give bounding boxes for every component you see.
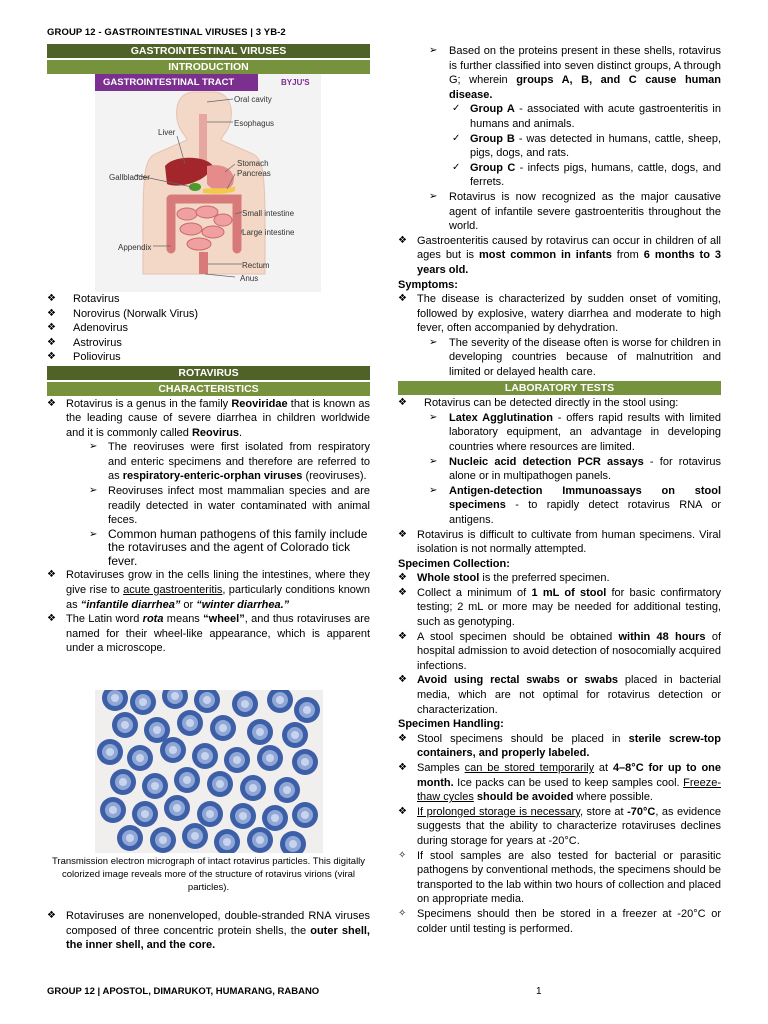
paragraph: ➢ Latex Agglutination - offers rapid results with limited laboratory equipment, an advantage in developing countries where resources are limited. [429, 411, 721, 453]
specimen-collection-heading: Specimen Collection: [398, 557, 510, 570]
paragraph: ✓ Group C - infects pigs, humans, cattle, dogs, and ferrets. [452, 161, 721, 189]
bullet-icon: ❖ [47, 307, 56, 319]
paragraph: ➢ Common human pathogens of this family include the rotaviruses and the agent of Colorado tick fever. [89, 526, 368, 568]
check-icon: ✓ [452, 161, 461, 173]
arrow-icon: ➢ [89, 441, 98, 453]
paragraph: ➢ Nucleic acid detection PCR assays - for rotavirus alone or in multipathogen panels. [429, 455, 721, 483]
arrow-icon: ➢ [429, 336, 438, 348]
bullet-icon: ❖ [398, 234, 407, 246]
bullet-icon: ❖ [398, 586, 407, 598]
paragraph: ✓ Group A - associated with acute gastroenteritis in humans and animals. [452, 103, 721, 130]
paragraph: ➢ The severity of the disease often is worse for children in developing countries because of malnutrition and limited or delayed health care. [429, 336, 721, 379]
paragraph: ❖ Avoid using rectal swabs or swabs placed in bacterial media, which are not optimal for rotavirus detection or characterization. [398, 674, 721, 716]
specimen-handling-heading: Specimen Handling: [398, 718, 504, 731]
gi-figure-title: GASTROINTESTINAL TRACT [95, 74, 258, 91]
paragraph: ❖ Rotaviruses are nonenveloped, double-stranded RNA viruses composed of three concentric protein shells, the outer shell, the inner shell, and the core. [47, 910, 370, 952]
bullet-icon: ❖ [398, 572, 407, 584]
paragraph: ➢ Rotavirus is now recognized as the major causative agent of infantile severe gastroenteritis throughout the world. [429, 190, 721, 233]
label-large-intestine: Large intestine [242, 228, 295, 237]
byjus-logo: BYJU'S [281, 78, 310, 87]
paragraph: ❖ Gastroenteritis caused by rotavirus can occur in children of all ages but is most common in infants from 6 months to 3 years old. [398, 234, 721, 276]
bullet-icon: ❖ [398, 397, 407, 409]
paragraph: ❖ The disease is characterized by sudden onset of vomiting, followed by explosive, watery diarrhea and moderate to high fever, often accompanied by dehydration. [398, 293, 721, 335]
page-footer: GROUP 12 | APOSTOL, DIMARUKOT, HUMARANG, RABANO [47, 986, 320, 997]
virus-list [47, 292, 370, 365]
label-oral-cavity: Oral cavity [234, 95, 272, 104]
rotavirus-micrograph [95, 690, 323, 853]
paragraph: ❖ Stool specimens should be placed in sterile screw-top containers, and properly labeled. [398, 732, 721, 760]
diamond-icon: ✧ [398, 849, 407, 861]
paragraph: ❖ Rotavirus is a genus in the family Reoviridae that is known as the leading cause of severe diarrhea in children worldwide and it is commonly called Reovirus. [47, 397, 370, 439]
rotavirus-section [47, 366, 370, 656]
label-small-intestine: Small intestine [242, 209, 295, 218]
paragraph: ➢ The reoviruses were first isolated from respiratory and enteric specimens and therefore are referred to as respiratory-enteric-orphan viruses (reoviruses). [89, 441, 370, 483]
bullet-icon: ❖ [398, 732, 407, 744]
paragraph: ❖ Rotavirus can be detected directly in the stool using: [398, 397, 679, 410]
label-stomach: Stomach [237, 159, 269, 168]
bullet-icon: ❖ [47, 351, 56, 363]
list-item: ❖ Astrovirus [47, 336, 122, 349]
banner-title: GASTROINTESTINAL VIRUSES [47, 44, 370, 58]
list-item: ❖ Norovirus (Norwalk Virus) [47, 307, 199, 320]
list-item: ❖ Rotavirus [47, 293, 120, 305]
banner-introduction: INTRODUCTION [47, 60, 370, 74]
paragraph: ✧ If stool samples are also tested for bacterial or parasitic pathogens by conventional methods, the specimens should be transported to the lab within two hours of collection and placed on appropriate media. [398, 849, 721, 906]
bullet-icon: ❖ [398, 762, 407, 773]
paragraph: ❖ Samples can be stored temporarily at 4–8°C for up to one month. Ice packs can be used to keep samples cool. Freeze-thaw cycles should be avoided where possible. [398, 762, 721, 804]
label-liver: Liver [158, 128, 176, 137]
label-gallbladder: Gallbladder [109, 173, 150, 182]
paragraph: ➢ Based on the proteins present in these shells, rotavirus is further classified into seven distinct groups, A through G; wherein groups A, B, and C cause human disease. [429, 45, 722, 101]
bullet-icon: ❖ [47, 336, 56, 348]
symptoms-heading: Symptoms: [398, 278, 458, 291]
bullet-icon: ❖ [47, 322, 56, 334]
paragraph: ❖ Rotavirus is difficult to cultivate from human specimens. Viral isolation is not normally attempted. [398, 528, 721, 556]
right-column [398, 44, 721, 936]
paragraph: ❖ Whole stool is the preferred specimen. [398, 572, 610, 585]
bullet-icon: ❖ [398, 805, 407, 817]
banner-characteristics: CHARACTERISTICS [47, 382, 370, 396]
bullet-icon: ❖ [47, 910, 56, 921]
label-esophagus: Esophagus [234, 119, 275, 128]
arrow-icon: ➢ [429, 484, 438, 496]
diamond-icon: ✧ [398, 907, 407, 919]
paragraph: ➢ Antigen-detection Immunoassays on stool specimens - to rapidly detect rotavirus RNA or antigens. [429, 484, 721, 526]
arrow-icon: ➢ [89, 485, 98, 497]
paragraph: ✧ Specimens should then be stored in a freezer at -20°C or colder until testing is performed. [398, 907, 721, 935]
bullet-icon: ❖ [47, 569, 56, 581]
paragraph: ❖ Rotaviruses grow in the cells lining the intestines, where they give rise to acute gastroenteritis, particularly conditions known as “infantile diarrhea” or “winter diarrhea.” [47, 569, 370, 611]
figure-caption: Transmission electron micrograph of intact rotavirus particles. This digitally colorized image reveals more of the structure of rotavirus virions (viral particles). [51, 856, 366, 893]
check-icon: ✓ [452, 132, 461, 144]
gi-tract-figure [95, 74, 321, 292]
bullet-icon: ❖ [398, 674, 407, 686]
paragraph: ➢ Reoviruses infect most mammalian species and are readily detected in water contaminated with animal feces. [89, 485, 370, 527]
micrograph-caption [47, 855, 370, 894]
rotavirus-structure [47, 909, 370, 953]
arrow-icon: ➢ [429, 45, 438, 56]
arrow-icon: ➢ [429, 455, 438, 467]
page-number: 1 [536, 986, 542, 997]
arrow-icon: ➢ [429, 411, 438, 423]
paragraph: ❖ If prolonged storage is necessary, store at -70°C, as evidence suggests that the ability to characterize rotaviruses declines during storage for years at -20°C. [398, 805, 722, 847]
banner-laboratory-tests: LABORATORY TESTS [398, 381, 721, 395]
banner-rotavirus: ROTAVIRUS [47, 366, 370, 380]
bullet-icon: ❖ [398, 528, 407, 540]
paragraph: ❖ Collect a minimum of 1 mL of stool for basic confirmatory testing; 2 mL or more may be needed for additional testing, such as genotyping. [398, 586, 721, 629]
arrow-icon: ➢ [429, 190, 438, 202]
bullet-icon: ❖ [47, 613, 56, 625]
paragraph: ✓ Group B - was detected in humans, cattle, sheep, pigs, dogs, and rats. [452, 132, 722, 160]
bullet-icon: ❖ [47, 397, 56, 409]
paragraph: ❖ A stool specimen should be obtained within 48 hours of hospital admission to avoid detection of nosocomially acquired infections. [398, 630, 721, 672]
label-anus: Anus [240, 274, 259, 283]
list-item: ❖ Poliovirus [47, 351, 121, 364]
virion-particles [95, 690, 323, 853]
check-icon: ✓ [452, 103, 461, 115]
left-column [47, 44, 370, 74]
paragraph: ❖ The Latin word rota means “wheel”, and thus rotaviruses are named for their wheel-like appearance, which is apparent under a microscope. [47, 613, 370, 655]
label-pancreas: Pancreas [237, 169, 271, 178]
arrow-icon: ➢ [89, 528, 98, 540]
page-header: GROUP 12 - GASTROINTESTINAL VIRUSES | 3 YB-2 [47, 27, 286, 38]
bullet-icon: ❖ [398, 630, 407, 642]
label-appendix: Appendix [118, 243, 152, 252]
bullet-icon: ❖ [398, 293, 407, 305]
list-item: ❖ Adenovirus [47, 322, 129, 335]
label-rectum: Rectum [242, 261, 270, 270]
bullet-icon: ❖ [47, 293, 56, 304]
